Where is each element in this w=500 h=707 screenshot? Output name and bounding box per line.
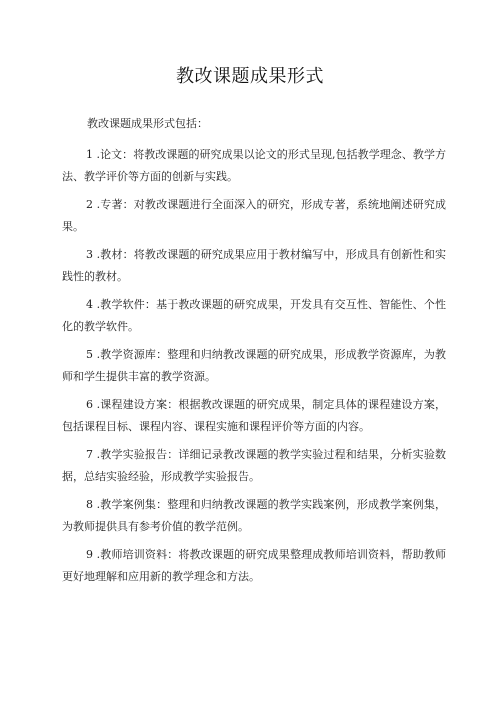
list-item: 9 .教师培训资料：将教改课题的研究成果整理成教师培训资料，帮助教师更好地理解和应用新的教学理念和方法。	[62, 548, 446, 583]
list-item: 5 .教学资源库：整理和归纳教改课题的研究成果，形成教学资源库，为教师和学生提供丰富的教学资源。	[62, 348, 446, 383]
list-item: 4 .教学软件：基于教改课题的研究成果，开发具有交互性、智能性、个性化的教学软件。	[62, 298, 446, 333]
list-item: 7 .教学实验报告：详细记录教改课题的教学实验过程和结果，分析实验数据，总结实验经验，形成教学实验报告。	[62, 448, 446, 483]
list-item: 2 .专著：对教改课题进行全面深入的研究，形成专著，系统地阐述研究成果。	[62, 198, 446, 233]
list-item: 8 .教学案例集：整理和归纳教改课题的教学实践案例，形成教学案例集，为教师提供具有参考价值的教学范例。	[62, 498, 446, 533]
intro-text: 教改课题成果形式包括：	[87, 117, 208, 130]
list-item: 3 .教材：将教改课题的研究成果应用于教材编写中，形成具有创新性和实践性的教材。	[62, 248, 446, 283]
outcome-list	[62, 144, 446, 594]
list-item: 1 .论文：将教改课题的研究成果以论文的形式呈现,包括教学理念、教学方法、教学评价等方面的创新与实践。	[62, 148, 446, 183]
document-title: 教改课题成果形式	[176, 66, 324, 87]
list-item: 6 .课程建设方案：根据教改课题的研究成果，制定具体的课程建设方案，包括课程目标、课程内容、课程实施和课程评价等方面的内容。	[62, 398, 446, 433]
